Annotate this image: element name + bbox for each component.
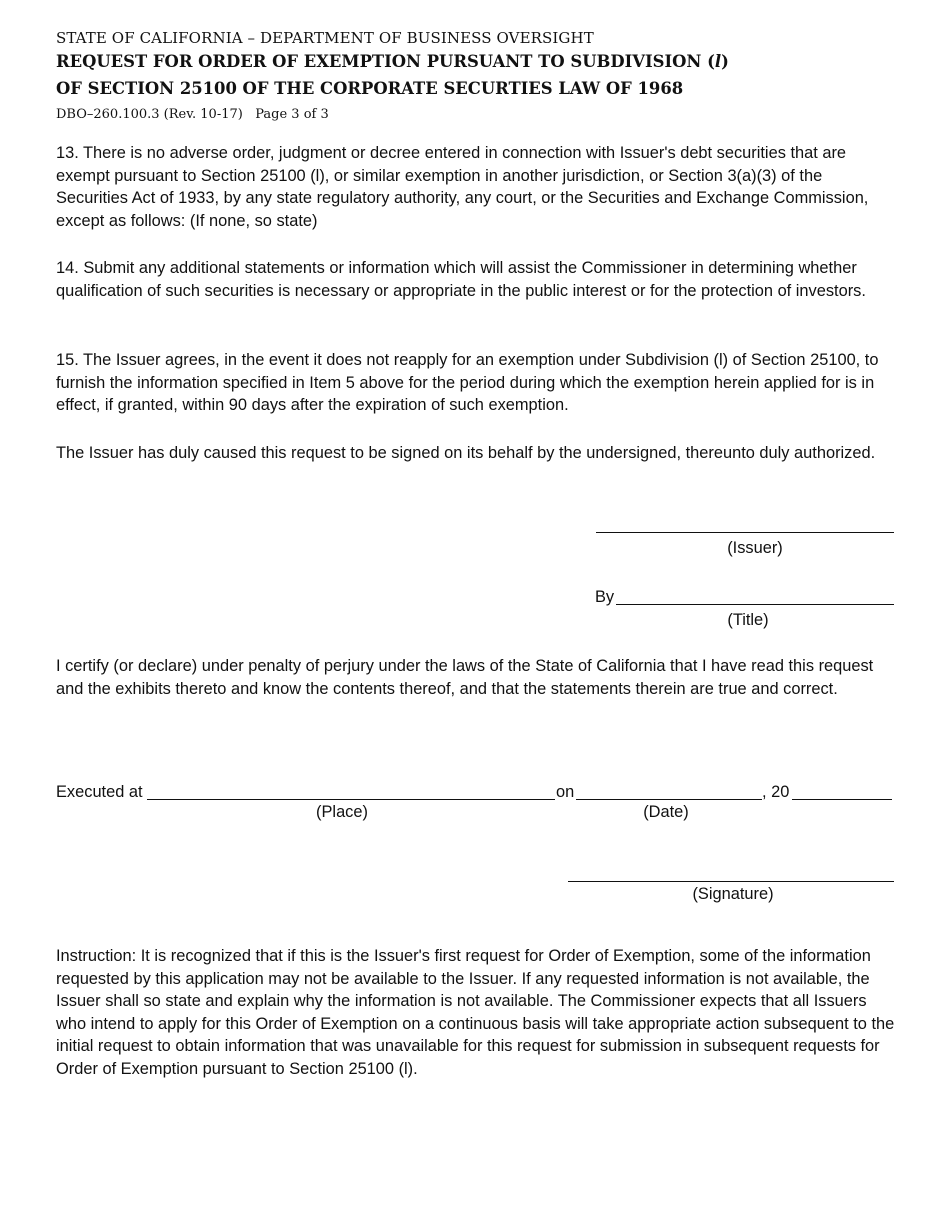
item-15: 15. The Issuer agrees, in the event it does not reapply for an exemption under Subdivision (l) of Section 25100, to furnish the information specified in Item 5 above for the period during which the exemption herein applied for is in effect, if granted, within 90 days after the expiration of such exemption. [56,351,879,415]
form-title-subdivision-letter: l [714,52,722,71]
date-line[interactable] [576,799,762,800]
by-label: By [595,588,615,606]
form-title-line1-start: REQUEST FOR ORDER OF EXEMPTION PURSUANT TO SUBDIVISION ( [56,52,715,71]
agency-name: STATE OF CALIFORNIA – DEPARTMENT OF BUSINESS OVERSIGHT [56,29,594,47]
year-line[interactable] [792,799,892,800]
place-caption: (Place) [316,803,368,821]
place-line[interactable] [147,799,555,800]
signature-caption: (Signature) [692,885,774,903]
form-title [56,48,896,102]
issuer-caption: (Issuer) [727,539,783,557]
on-label: on [556,783,575,801]
form-title-line2: OF SECTION 25100 OF THE CORPORATE SECURTIES LAW OF 1968 [56,79,684,98]
certification-statement: I certify (or declare) under penalty of perjury under the laws of the State of California that I have read this request and the exhibits thereto and know the contents thereof, and that the statements therein are true and correct. [56,657,874,698]
item-13: 13. There is no adverse order, judgment or decree entered in connection with Issuer's debt securities that are exempt pursuant to Section 25100 (l), or similar exemption in another jurisdiction, or Section 3(a)(3) of the Securities Act of 1933, by any state regulatory authority, any court, or the Securities and Exchange Commission, except as follows: (If none, so state) [56,144,869,230]
form-code: DBO–260.100.3 (Rev. 10-17) [56,107,243,122]
page-number: Page 3 of 3 [255,107,329,122]
form-header [56,28,896,126]
title-caption: (Title) [727,611,769,629]
date-caption: (Date) [643,803,689,821]
item-14: 14. Submit any additional statements or information which will assist the Commissioner in determining whether qualification of such securities is necessary or appropriate in the public interest or for the protection of investors. [56,259,866,300]
form-code-line [56,104,896,126]
instruction-paragraph: Instruction: It is recognized that if this is the Issuer's first request for Order of Exemption, some of the information requested by this application may not be available to the Issuer. If any requested information is not available, the Issuer shall so state and explain why the information is not available. The Commissioner expects that all Issuers who intend to apply for this Order of Exemption on a continuous basis will take appropriate action subsequent to the initial request to obtain information that was unavailable for this request for submission in subsequent requests for Order of Exemption pursuant to Section 25100 (l). [56,947,895,1078]
authorization-statement: The Issuer has duly caused this request to be signed on its behalf by the undersigned, thereunto duly authorized. [56,444,876,462]
title-line[interactable] [616,604,894,605]
executed-at-label: Executed at [56,783,143,801]
issuer-line[interactable] [596,532,894,533]
year-label: , 20 [762,783,790,801]
signature-line[interactable] [568,881,894,882]
form-title-line1 [56,48,896,75]
form-title-line1-end: ) [721,52,729,71]
